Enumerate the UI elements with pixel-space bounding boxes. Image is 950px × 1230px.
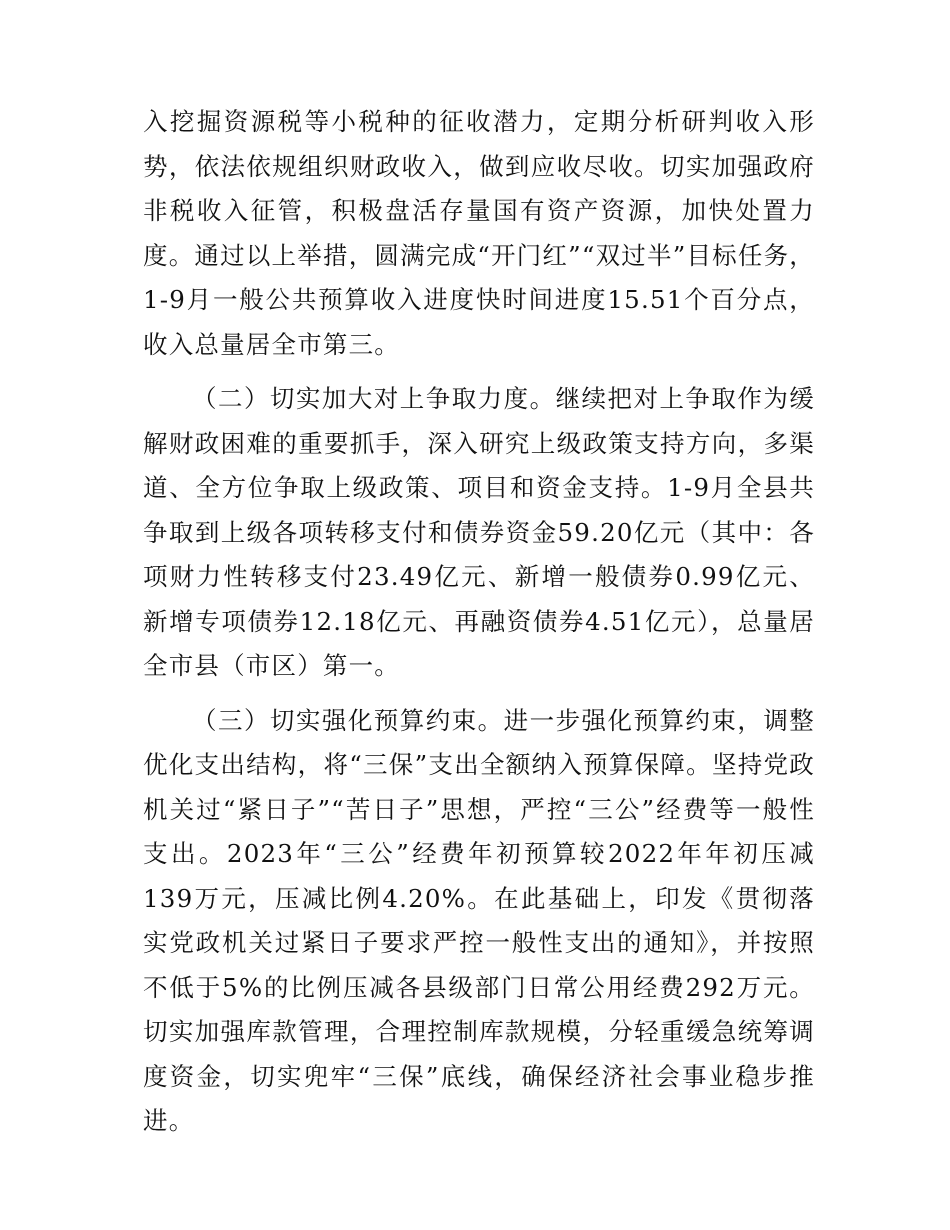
paragraph-higher-level-funding: （二）切实加大对上争取力度。继续把对上争取作为缓解财政困难的重要抓手，深入研究上级政策支持方向，多渠道、全方位争取上级政策、项目和资金支持。1-9月全县共争取到上级各项转移支付和债券资金59.20亿元（其中：各项财力性转移支付23.49亿元、新增一般债券0.99亿元、新增专项债券12.18亿元、再融资债券4.51亿元），总量居全市县（市区）第一。 xyxy=(143,384,815,680)
paragraph-budget-constraint: （三）切实强化预算约束。进一步强化预算约束，调整优化支出结构，将“三保”支出全额纳入预算保障。坚持党政机关过“紧日子”“苦日子”思想，严控“三公”经费等一般性支出。2023年“三公”经费年初预算较2022年年初压减139万元，压减比例4.20%。在此基础上，印发《贯彻落实党政机关过紧日子要求严控一般性支出的通知》，并按照不低于5%的比例压减各县级部门日常公用经费292万元。切实加强库款管理，合理控制库款规模，分轻重缓急统筹调度资金，切实兜牢“三保”底线，确保经济社会事业稳步推进。 xyxy=(143,705,815,1135)
paragraph-revenue-continued: 入挖掘资源税等小税种的征收潜力，定期分析研判收入形势，依法依规组织财政收入，做到应收尽收。切实加强政府非税收入征管，积极盘活存量国有资产资源，加快处置力度。通过以上举措，圆满完成“开门红”“双过半”目标任务，1-9月一般公共预算收入进度快时间进度15.51个百分点，收入总量居全市第三。 xyxy=(143,107,815,359)
document-body xyxy=(143,100,815,1154)
